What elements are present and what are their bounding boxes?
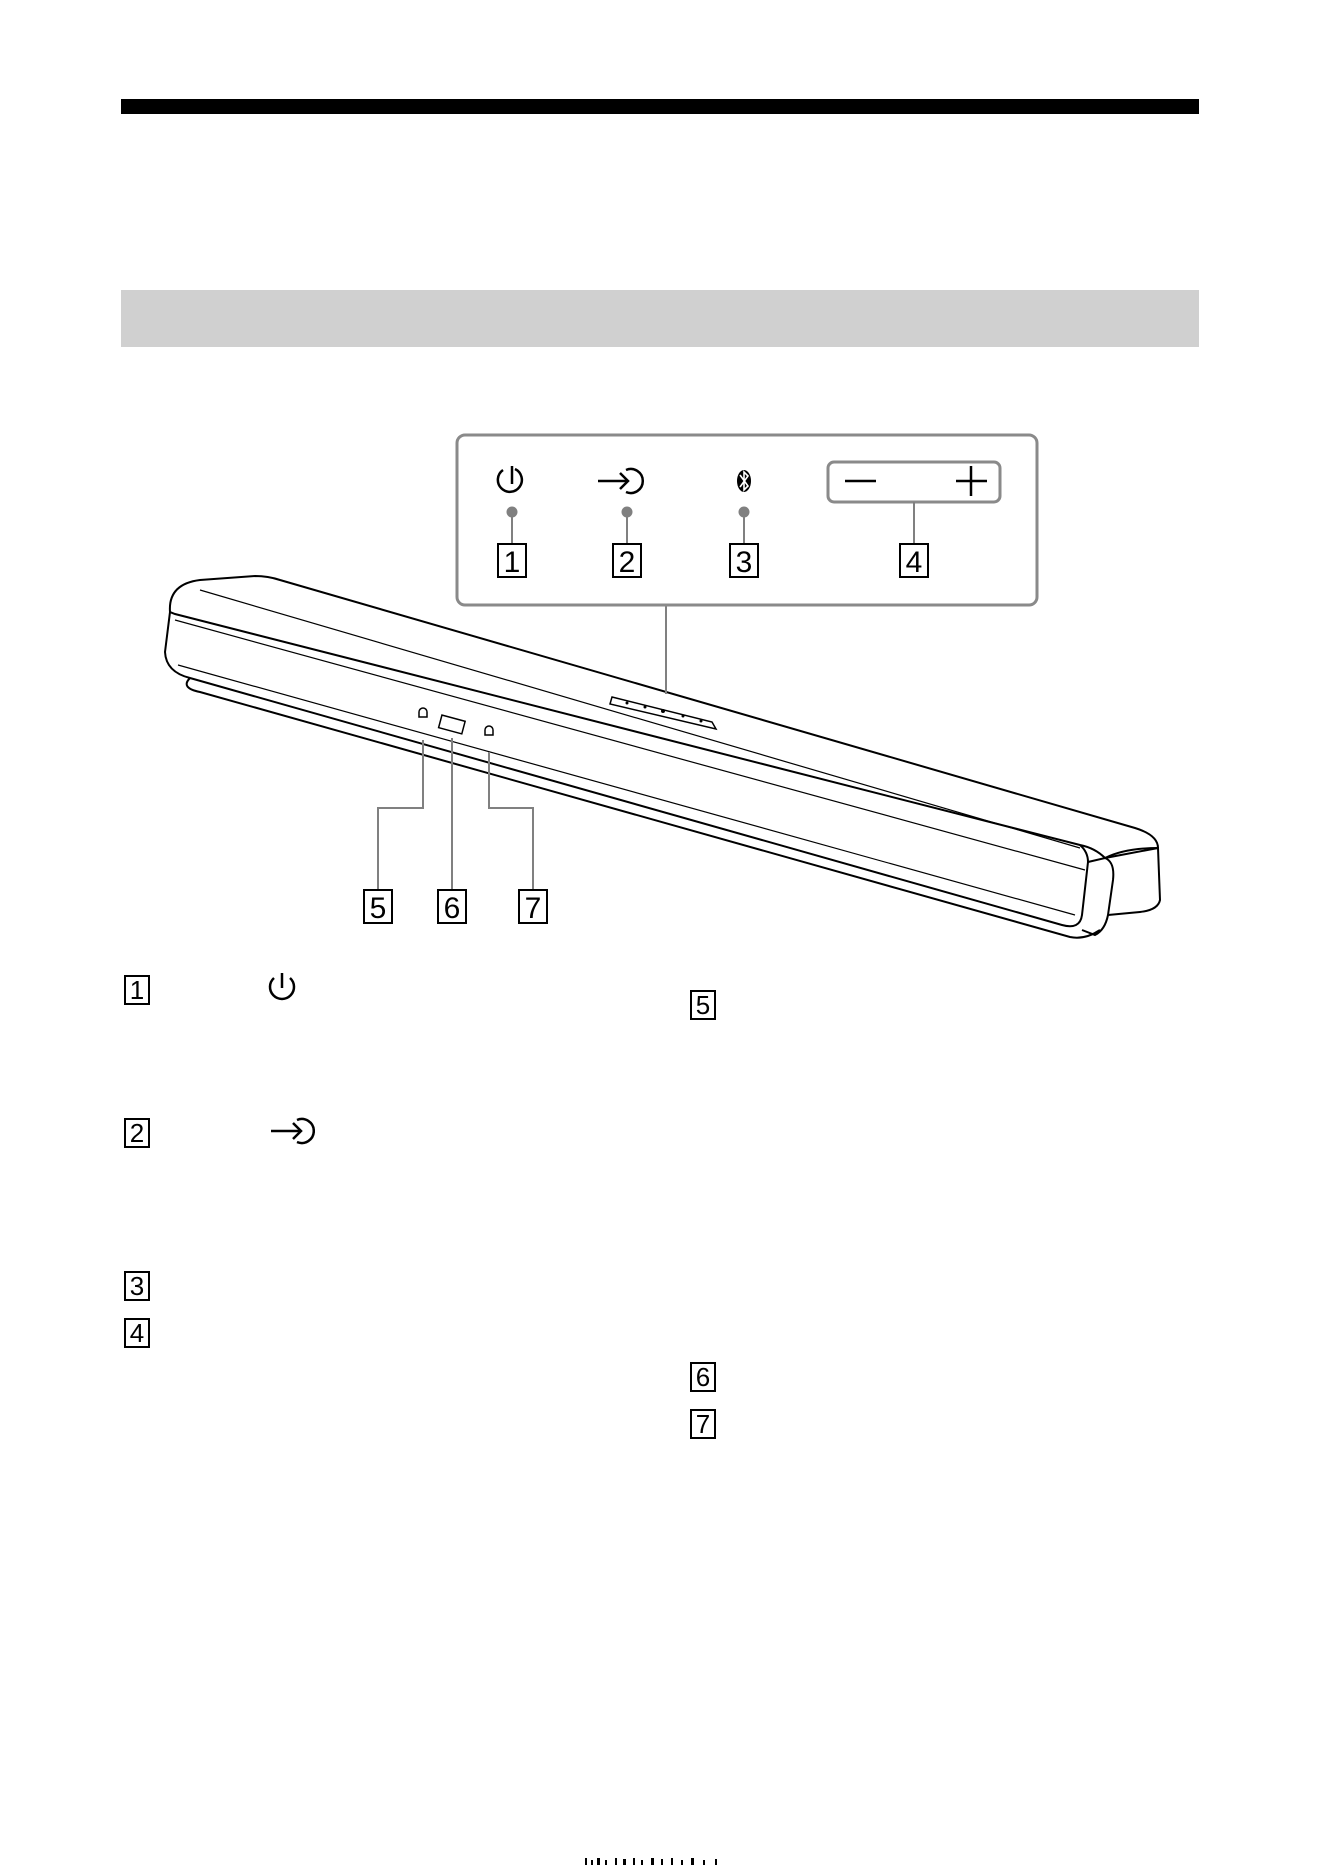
legend-number: 6: [690, 1362, 716, 1392]
front-leaders: [378, 738, 533, 890]
callout-4: 4: [905, 546, 923, 579]
legend-number: 3: [124, 1271, 150, 1301]
callout-3: 3: [735, 546, 753, 579]
power-icon: [265, 970, 299, 1004]
legend-number: 7: [690, 1409, 716, 1439]
front-indicators: [419, 708, 493, 735]
legend-number: 1: [124, 975, 150, 1005]
volume-buttons: [828, 462, 1000, 502]
bluetooth-icon: [737, 470, 751, 492]
soundbar-body: [165, 576, 1160, 938]
callout-5: 5: [369, 892, 387, 925]
legend-number: 2: [124, 1118, 150, 1148]
callout-7: 7: [524, 892, 542, 925]
legend-number: 4: [124, 1318, 150, 1348]
input-icon: [269, 1114, 315, 1148]
page-bottom-marks: [585, 1856, 735, 1865]
callout-6: 6: [443, 892, 461, 925]
legend-number: 5: [690, 990, 716, 1020]
callout-2: 2: [618, 546, 636, 579]
callout-1: 1: [503, 546, 521, 579]
